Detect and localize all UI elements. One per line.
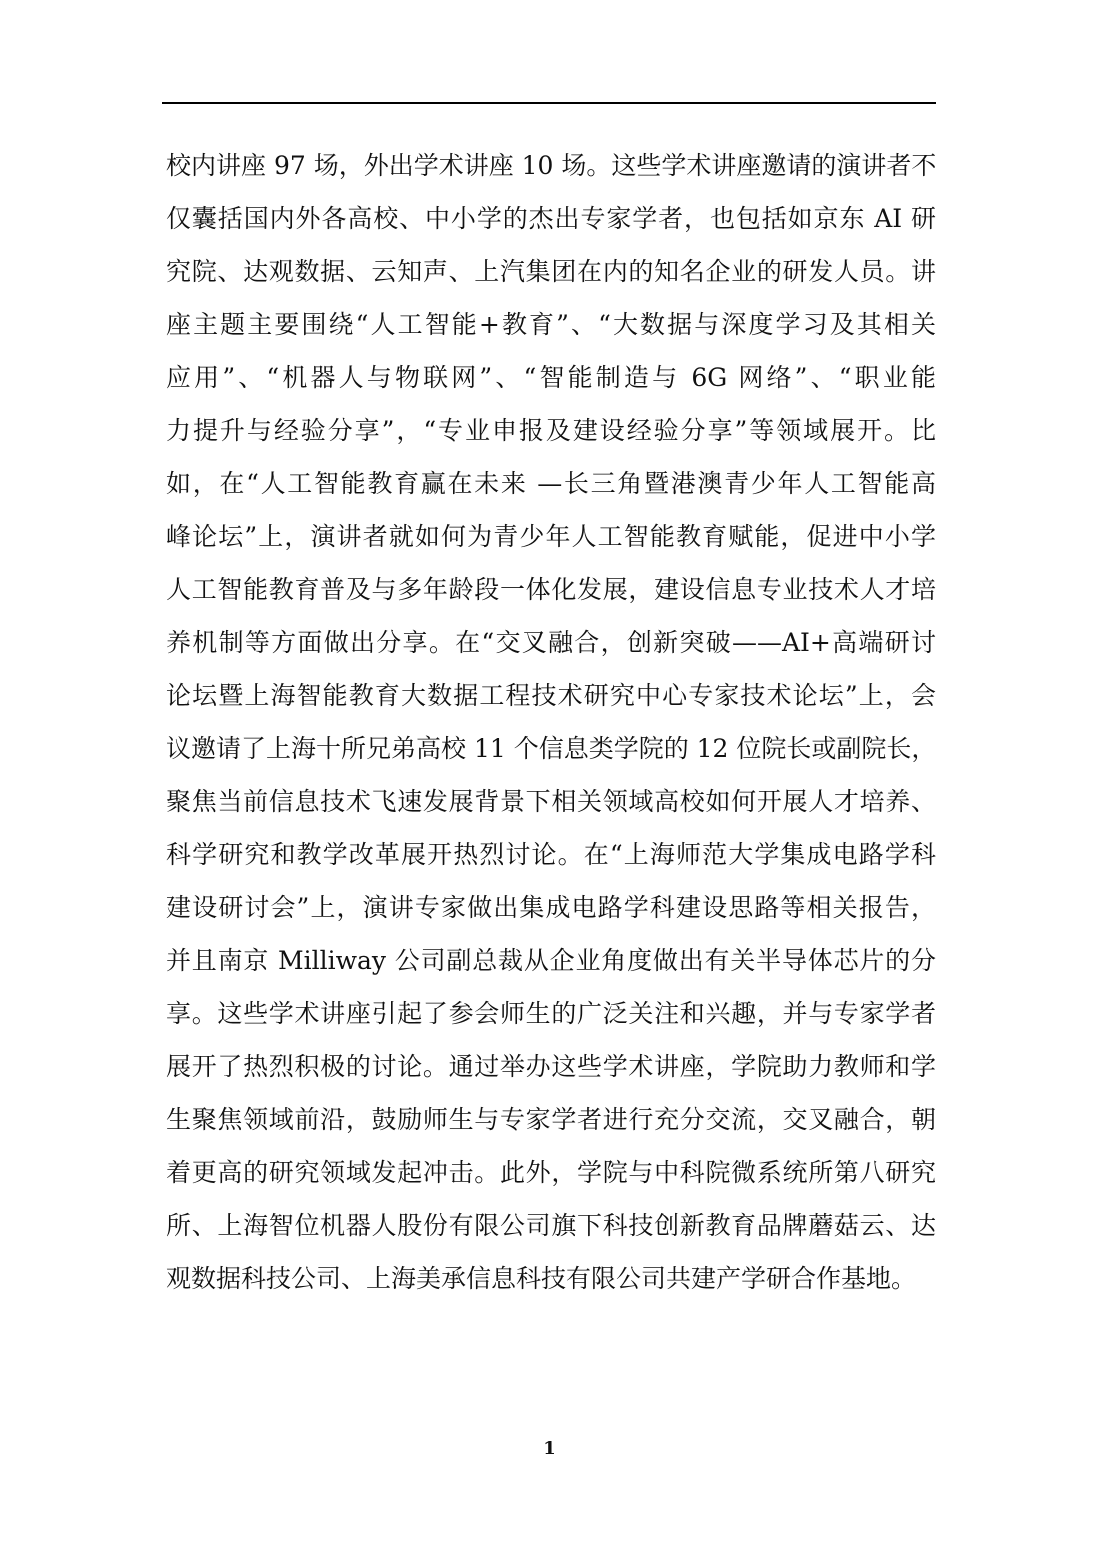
text-line: 座主题主要围绕“人工智能+教育”、“大数据与深度学习及其相关 <box>166 310 936 339</box>
text-line: 享。这些学术讲座引起了参会师生的广泛关注和兴趣，并与专家学者 <box>166 999 936 1028</box>
header-rule <box>162 102 936 104</box>
text-line: 养机制等方面做出分享。在“交叉融合，创新突破——AI+高端研讨 <box>166 628 936 657</box>
text-line: 着更高的研究领域发起冲击。此外，学院与中科院微系统所第八研究 <box>166 1158 936 1187</box>
text-line: 力提升与经验分享”，“专业申报及建设经验分享”等领域展开。比 <box>166 416 936 445</box>
text-line: 校内讲座 97 场，外出学术讲座 10 场。这些学术讲座邀请的演讲者不 <box>166 151 937 180</box>
text-line: 议邀请了上海十所兄弟高校 11 个信息类学院的 12 位院长或副院长， <box>166 734 937 763</box>
text-line: 应用”、“机器人与物联网”、“智能制造与 6G 网络”、“职业能 <box>166 363 936 392</box>
text-line: 如，在“人工智能教育赢在未来 —长三角暨港澳青少年人工智能高 <box>166 469 936 498</box>
page-number: 1 <box>543 1438 556 1459</box>
text-line: 仅囊括国内外各高校、中小学的杰出专家学者，也包括如京东 AI 研 <box>166 204 936 233</box>
text-line: 生聚焦领域前沿，鼓励师生与专家学者进行充分交流，交叉融合，朝 <box>166 1105 936 1134</box>
text-line: 建设研讨会”上，演讲专家做出集成电路学科建设思路等相关报告， <box>166 893 936 922</box>
text-line: 论坛暨上海智能教育大数据工程技术研究中心专家技术论坛”上，会 <box>166 681 936 710</box>
text-line: 人工智能教育普及与多年龄段一体化发展，建设信息专业技术人才培 <box>166 575 936 604</box>
text-line: 所、上海智位机器人股份有限公司旗下科技创新教育品牌蘑菇云、达 <box>166 1211 936 1240</box>
text-line: 科学研究和教学改革展开热烈讨论。在“上海师范大学集成电路学科 <box>166 840 936 869</box>
text-line: 展开了热烈积极的讨论。通过举办这些学术讲座，学院助力教师和学 <box>166 1052 936 1081</box>
text-line: 究院、达观数据、云知声、上汽集团在内的知名企业的研发人员。讲 <box>166 257 936 286</box>
text-line: 聚焦当前信息技术飞速发展背景下相关领域高校如何开展人才培养、 <box>166 787 936 816</box>
text-line: 观数据科技公司、上海美承信息科技有限公司共建产学研合作基地。 <box>166 1264 917 1293</box>
text-line: 峰论坛”上，演讲者就如何为青少年人工智能教育赋能，促进中小学 <box>166 522 936 551</box>
text-line: 并且南京 Milliway 公司副总裁从企业角度做出有关半导体芯片的分 <box>166 946 936 975</box>
body-paragraph <box>166 139 936 1305</box>
